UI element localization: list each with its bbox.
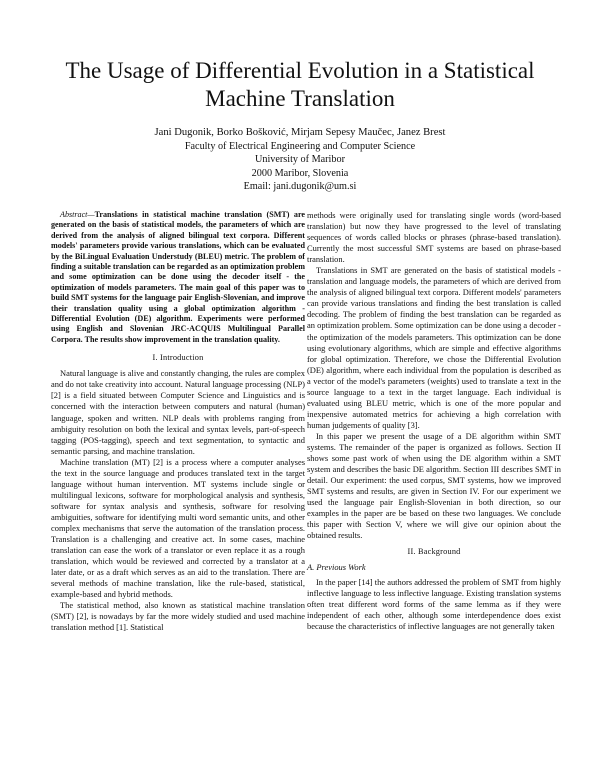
abstract-label: Abstract— [60, 210, 95, 219]
paragraph: In the paper [14] the authors addressed the problem of SMT from highly inflective language to less inflective language. Existing translation systems often treat different word forms of the same lemma as if they were independent of each other, although some interdependence does exist because the characteristics of inflective languages are not generally taken [307, 576, 561, 631]
abstract [51, 210, 305, 345]
paragraph: The statistical method, also known as statistical machine translation (SMT) [2], is nowadays by far the more widely studied and used machine translation method [1]. Statistical [51, 600, 305, 633]
email: Email: jani.dugonik@um.si [243, 181, 357, 193]
paragraph: Natural language is alive and constantly changing, the rules are complex and do not take creativity into account. Natural language processing (NLP) [2] is a field situated between Computer Science and Linguistics and is concerned with the interaction between computers and natural (human) language, spoken and written. NLP deals with problems ranging from ambiguity resolution on both the lexical and syntax levels, part-of-speech tagging (POS-tagging), speech and text segmentation, to syntactic and semantic parsing, and machine translation. [51, 368, 305, 456]
section-heading-introduction: I. Introduction [152, 353, 204, 363]
paragraph: In this paper we present the usage of a DE algorithm within SMT systems. The remainder of the paper is organized as follows. Section II shows some past work of when using the DE algorithm within a SMT system and describes the basic DE algorithm. Section III describes SMT in detail. Our experiment: the used corpus, SMT systems, how we improved SMT systems and results, are given in Section IV. For our experiment we used the language pair English-Slovenian in both direction, so our examples in the paper are be based on these two languages. We conclude this paper with Section V, where we will give our opinion about the obtained results. [307, 430, 561, 541]
abstract-text: Translations in statistical machine translation (SMT) are generated on the basis of statistical models, the parameters of which are derived from the analysis of aligned bilingual text corpora. Different models' parameters provide various translations, which can be evaluated by the BiLingual Evaluation Understudy (BLEU) metric. The problem of finding a suitable translation can be regarded as an optimization problem and some optimization can be done using the decoder itself - the optimization of models parameters. The main goal of this paper was to build SMT systems for the language pair English-Slovenian, and improve their translation quality using a global optimization algorithm - Differential Evolution (DE) algorithm. Experiments were performed using English and Slovenian JRC-ACQUIS Multilingual Parallel Corpora. The results show improvement in the translation quality. [51, 210, 305, 344]
paragraph: methods were originally used for translating single words (word-based translation) but now they have progressed to the level of translating sequences of words called blocks or phrases (phrase-based translation). Currently the most successful SMT systems are based on phrase-based translation. [307, 210, 561, 265]
author-names: Jani Dugonik, Borko Bošković, Mirjam Sepesy Maučec, Janez Brest [154, 127, 446, 138]
paragraph: Machine translation (MT) [2] is a process where a computer analyses the text in the source language and produces translated text in the target language without human intervention. MT systems include single or multilingual lexicons, software for morphological analysis and synthesis, software for syntax analysis and synthesis, software for resolving ambiguities, software for identifying multi word semantic units, and other complex mechanisms that serve the automation of the translation process. Translation is a challenging and creative act. In some cases, machine translation can ease the work of a translator or even replace it as a rough translation, which would be reviewed and corrected by a translator at a later date, or as a draft which serves as an aid to the translation. There are several methods of machine translation, like the rule-based, statistical, example-based and hybrid methods. [51, 456, 305, 600]
paper-title: The Usage of Differential Evolution in a Statistical Machine Translation [65, 58, 535, 111]
university: University of Maribor [255, 154, 345, 166]
left-column [51, 210, 305, 633]
subsection-heading-previous-work: A. Previous Work [307, 562, 366, 573]
affiliation: Faculty of Electrical Engineering and Computer Science [184, 140, 416, 152]
city: 2000 Maribor, Slovenia [251, 167, 349, 179]
right-column [307, 210, 561, 632]
section-heading-background: II. Background [407, 547, 461, 557]
paragraph: Translations in SMT are generated on the basis of statistical models - translation and language models, the parameters of which are derived from the analysis of aligned bilingual text corpora. Different models' parameters can provide various translations and finding the best translation is called decoding. The problem of finding the best translation can be regarded as an optimization problem. Some optimization can be done using a decoder - the optimization of the models parameters. This optimization can be done using evolutionary algorithms, which are simple and effective algorithms for global optimization. Therefore, we chose the Differential Evolution (DE) algorithm, where each individual from the population is described as a vector of the model's parameters (weights) used to translate a text in the source language to a text in the target language. Each individual is evaluated using BLEU metric, which is one of the more popular and inexpensive automated metrics for achieving a high correlation with human judgements of quality [3]. [307, 265, 561, 430]
author-block [40, 126, 560, 194]
